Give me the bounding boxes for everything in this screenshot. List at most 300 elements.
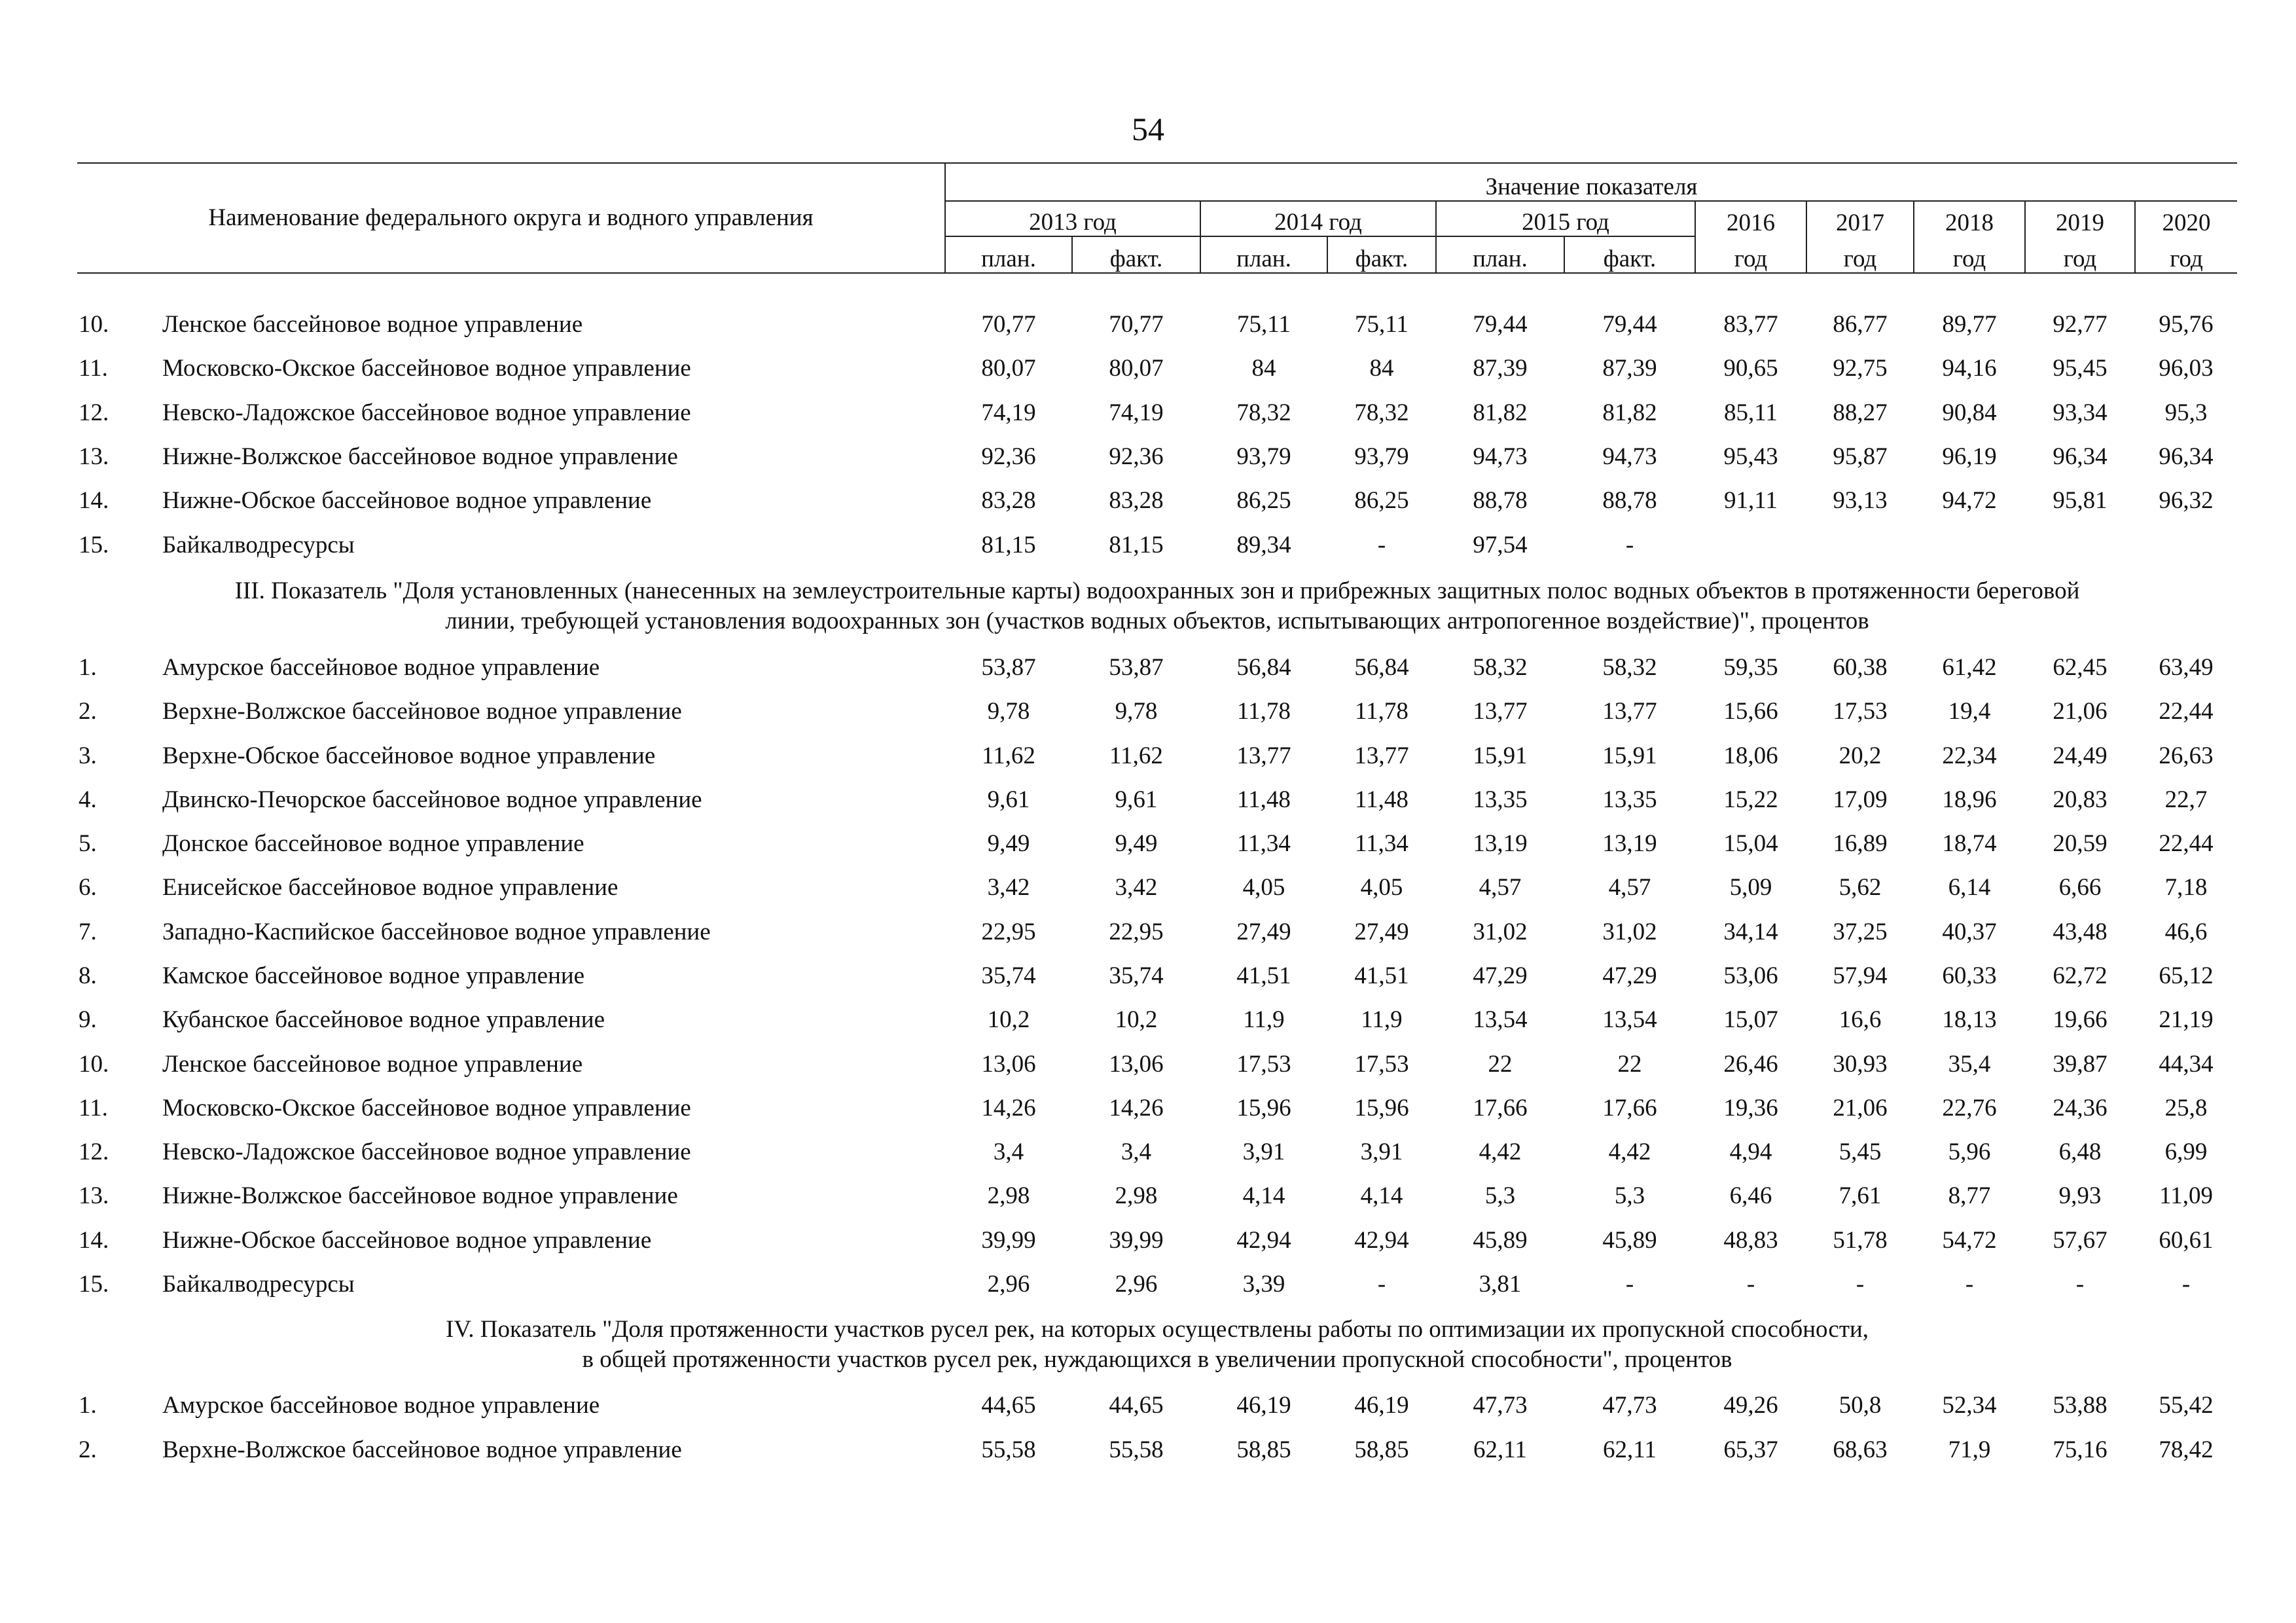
value-cell: 26,63 [2159, 742, 2214, 769]
value-cell: 15,91 [1602, 742, 1657, 769]
value-cell: 13,54 [1473, 1006, 1528, 1034]
row-number: 15. [79, 1271, 109, 1298]
value-cell: 21,19 [2159, 1006, 2214, 1034]
value-cell [1806, 522, 1914, 566]
value-cell: 62,72 [2053, 962, 2108, 989]
value-cell: - [1377, 531, 1386, 558]
row-number: 5. [79, 830, 97, 858]
value-cell: 9,93 [2058, 1182, 2102, 1210]
value-cell: 25,8 [2164, 1094, 2208, 1122]
value-cell: 13,35 [1602, 786, 1657, 813]
table-row [77, 1262, 2237, 1306]
value-cell: 47,29 [1473, 962, 1528, 989]
value-cell: 10,2 [987, 1006, 1030, 1034]
value-cell: 68,63 [1833, 1436, 1888, 1463]
value-cell: 93,79 [1354, 443, 1409, 471]
row-number: 1. [79, 1392, 97, 1419]
value-cell: 15,04 [1723, 830, 1778, 858]
table-row [77, 435, 2237, 479]
value-cell: 9,78 [987, 698, 1030, 725]
value-cell: 4,05 [1360, 874, 1403, 902]
table-row [77, 954, 2237, 998]
value-cell: 15,22 [1723, 786, 1778, 813]
value-cell: 4,57 [1479, 874, 1522, 902]
value-cell: 22,34 [1942, 742, 1997, 769]
row-number: 9. [79, 1006, 97, 1034]
value-cell: 22,95 [1109, 918, 1164, 945]
value-cell: 93,79 [1236, 443, 1291, 471]
value-cell: 11,9 [1361, 1006, 1403, 1034]
year-header-2019: 2019 [2025, 201, 2135, 236]
value-cell: 74,19 [1109, 399, 1164, 426]
section-title-line: линии, требующей установления водоохранных зон (участков водных объектов, испытывающих антропогенное воздействие)", процентов [445, 607, 1869, 634]
value-cell: 57,67 [2053, 1226, 2108, 1254]
value-cell: 80,07 [981, 355, 1036, 382]
value-cell: 21,06 [2053, 698, 2108, 725]
value-cell: 59,35 [1723, 653, 1778, 681]
value-cell: - [1625, 1271, 1634, 1298]
section-title-line: III. Показатель "Доля установленных (нанесенных на землеустроительные карты) водоохранных зон и прибрежных защитных полос водных объектов в протяженности береговой [234, 577, 2080, 604]
value-cell: 44,34 [2159, 1050, 2214, 1078]
value-cell: 13,06 [1109, 1050, 1164, 1078]
value-cell: 3,42 [987, 874, 1030, 902]
value-cell: 45,89 [1473, 1226, 1528, 1254]
value-cell: 83,28 [1109, 487, 1164, 515]
value-cell: 46,19 [1354, 1392, 1409, 1419]
row-number: 11. [79, 1094, 108, 1122]
value-cell: 17,53 [1236, 1050, 1291, 1078]
indicator-table [77, 162, 2237, 1472]
value-cell: 13,19 [1602, 830, 1657, 858]
row-name: Нижне-Обское бассейновое водное управление [162, 1226, 652, 1254]
value-cell: 74,19 [981, 399, 1036, 426]
value-cell: 5,3 [1614, 1182, 1645, 1210]
row-number: 2. [79, 1436, 97, 1463]
value-cell: 93,13 [1833, 487, 1888, 515]
row-number: 13. [79, 443, 109, 471]
value-cell: 87,39 [1602, 355, 1657, 382]
value-cell: 17,53 [1354, 1050, 1409, 1078]
value-cell: 40,37 [1942, 918, 1997, 945]
value-cell: 97,54 [1473, 531, 1528, 558]
table-row [77, 1428, 2237, 1472]
value-cell: 44,65 [981, 1392, 1036, 1419]
value-cell: 27,49 [1354, 918, 1409, 945]
subheader-god-2020: год [2135, 236, 2237, 273]
value-cell: 11,34 [1355, 830, 1408, 858]
value-cell: 15,07 [1723, 1006, 1778, 1034]
value-cell: 16,89 [1833, 830, 1888, 858]
value-cell: 83,77 [1723, 311, 1778, 338]
value-cell: 5,3 [1484, 1182, 1516, 1210]
value-cell: 89,34 [1236, 531, 1291, 558]
value-cell: 75,11 [1237, 311, 1291, 338]
value-cell [2135, 522, 2237, 566]
value-cell: 35,74 [981, 962, 1036, 989]
value-cell: 18,06 [1723, 742, 1778, 769]
value-cell: 4,14 [1242, 1182, 1285, 1210]
value-cell: 58,32 [1473, 653, 1528, 681]
value-cell: 70,77 [981, 311, 1036, 338]
value-cell: 39,99 [981, 1226, 1036, 1254]
value-cell: 43,48 [2053, 918, 2108, 945]
value-cell: 81,15 [981, 531, 1036, 558]
row-number: 14. [79, 487, 109, 515]
value-cell: 47,73 [1473, 1392, 1528, 1419]
value-cell: 4,42 [1479, 1139, 1522, 1166]
value-cell: 9,61 [987, 786, 1030, 813]
value-cell: 96,03 [2159, 355, 2214, 382]
row-name: Нижне-Обское бассейновое водное управление [162, 487, 652, 515]
value-cell: 81,82 [1602, 399, 1657, 426]
value-cell: 3,4 [993, 1139, 1024, 1166]
value-cell: 21,06 [1833, 1094, 1888, 1122]
table-row [77, 522, 2237, 566]
subheader-fact-2013: факт. [1072, 236, 1200, 273]
row-number: 3. [79, 742, 97, 769]
value-cell: 79,44 [1473, 311, 1528, 338]
value-cell: 11,78 [1237, 698, 1291, 725]
table-header [77, 163, 2237, 273]
value-cell: 11,9 [1243, 1006, 1285, 1034]
value-cell: 75,11 [1355, 311, 1408, 338]
value-cell: 88,78 [1602, 487, 1657, 515]
value-cell: 92,77 [2053, 311, 2108, 338]
table-row [77, 866, 2237, 909]
row-name: Двинско-Печорское бассейновое водное управление [162, 786, 702, 813]
value-cell: 45,89 [1602, 1226, 1657, 1254]
value-cell: 54,72 [1942, 1226, 1997, 1254]
row-name: Камское бассейновое водное управление [162, 962, 585, 989]
value-cell: 13,77 [1354, 742, 1409, 769]
value-cell: 4,94 [1729, 1139, 1772, 1166]
value-cell: 6,66 [2058, 874, 2102, 902]
table-row [77, 1174, 2237, 1218]
value-cell: 30,93 [1833, 1050, 1888, 1078]
value-cell: 22,76 [1942, 1094, 1997, 1122]
value-cell: 94,73 [1473, 443, 1528, 471]
value-cell: 13,77 [1473, 698, 1528, 725]
row-name: Донское бассейновое водное управление [162, 830, 584, 858]
value-cell: 96,34 [2053, 443, 2108, 471]
value-cell: 96,19 [1942, 443, 1997, 471]
value-cell: 5,96 [1948, 1139, 1991, 1166]
row-number: 11. [79, 355, 108, 382]
value-cell: 58,32 [1602, 653, 1657, 681]
value-cell: 17,09 [1833, 786, 1888, 813]
value-cell [1695, 522, 1806, 566]
row-number: 6. [79, 874, 97, 902]
value-cell: 55,58 [981, 1436, 1036, 1463]
value-cell: 84 [1251, 355, 1276, 382]
year-header-2018: 2018 [1914, 201, 2025, 236]
value-cell: 81,15 [1109, 531, 1164, 558]
value-cell: 6,14 [1948, 874, 1991, 902]
value-cell: 91,11 [1724, 487, 1778, 515]
value-cell: 65,37 [1723, 1436, 1778, 1463]
table-row [77, 1042, 2237, 1085]
year-header-2013: 2013 год [945, 201, 1200, 236]
value-cell: 65,12 [2159, 962, 2214, 989]
value-cell: 15,96 [1354, 1094, 1409, 1122]
value-cell: 52,34 [1942, 1392, 1997, 1419]
value-cell: 95,43 [1723, 443, 1778, 471]
value-cell: 6,99 [2164, 1139, 2208, 1166]
value-cell: 80,07 [1109, 355, 1164, 382]
row-name: Енисейское бассейновое водное управление [162, 874, 619, 902]
value-cell: 4,14 [1360, 1182, 1403, 1210]
value-cell: 95,3 [2164, 399, 2208, 426]
value-cell: 46,6 [2164, 918, 2208, 945]
value-cell: 88,78 [1473, 487, 1528, 515]
value-cell: 14,26 [981, 1094, 1036, 1122]
value-cell: 11,34 [1237, 830, 1291, 858]
value-cell: 71,9 [1948, 1436, 1991, 1463]
value-cell: 34,14 [1723, 918, 1778, 945]
value-cell: 11,78 [1355, 698, 1408, 725]
value-cell: 2,98 [987, 1182, 1030, 1210]
table-row [77, 1218, 2237, 1262]
value-cell: 22,44 [2159, 830, 2214, 858]
subheader-god-2019: год [2025, 236, 2135, 273]
name-column-header: Наименование федерального округа и водного управления [77, 163, 945, 273]
row-name: Кубанское бассейновое водное управление [162, 1006, 605, 1034]
value-cell: 11,62 [982, 742, 1035, 769]
value-cell: 17,66 [1473, 1094, 1528, 1122]
value-cell: 81,82 [1473, 399, 1528, 426]
row-name: Ленское бассейновое водное управление [162, 311, 583, 338]
value-cell: 13,19 [1473, 830, 1528, 858]
value-cell: 42,94 [1236, 1226, 1291, 1254]
value-cell: 86,25 [1354, 487, 1409, 515]
value-cell: 18,96 [1942, 786, 1997, 813]
value-cell: 62,11 [1473, 1436, 1527, 1463]
subheader-plan-2015: план. [1436, 236, 1564, 273]
value-cell: 4,05 [1242, 874, 1285, 902]
row-number: 10. [79, 311, 109, 338]
row-name: Западно-Каспийское бассейновое водное управление [162, 918, 711, 945]
row-name: Байкалводресурсы [162, 531, 355, 558]
value-cell: 17,53 [1833, 698, 1888, 725]
value-cell: 2,96 [987, 1271, 1030, 1298]
value-cell: 47,29 [1602, 962, 1657, 989]
section-title-row [77, 1306, 2237, 1383]
value-cell: 18,74 [1942, 830, 1997, 858]
value-cell: - [2075, 1271, 2085, 1298]
value-cell: 9,49 [987, 830, 1030, 858]
value-cell: 22,7 [2164, 786, 2208, 813]
value-cell: 95,87 [1833, 443, 1888, 471]
value-cell: 18,13 [1942, 1006, 1997, 1034]
value-cell: 15,66 [1723, 698, 1778, 725]
value-cell: 13,06 [981, 1050, 1036, 1078]
value-cell: 5,09 [1729, 874, 1772, 902]
value-cell: 60,61 [2159, 1226, 2214, 1254]
value-cell: 92,36 [1109, 443, 1164, 471]
row-number: 2. [79, 698, 97, 725]
value-cell: 8,77 [1948, 1182, 1991, 1210]
value-cell: 7,61 [1839, 1182, 1882, 1210]
value-cell: 78,32 [1236, 399, 1291, 426]
row-name: Верхне-Волжское бассейновое водное управление [162, 1436, 682, 1463]
value-cell: 31,02 [1473, 918, 1528, 945]
row-number: 15. [79, 531, 109, 558]
value-cell: 6,48 [2058, 1139, 2102, 1166]
value-cell: 94,16 [1942, 355, 1997, 382]
value-cell: 11,62 [1109, 742, 1163, 769]
table-row [77, 910, 2237, 954]
value-cell: 24,36 [2053, 1094, 2108, 1122]
value-cell: 2,98 [1115, 1182, 1158, 1210]
value-cell: 48,83 [1723, 1226, 1778, 1254]
value-cell: 22 [1488, 1050, 1513, 1078]
value-cell: 41,51 [1354, 962, 1409, 989]
value-cell: - [1746, 1271, 1755, 1298]
value-cell: 58,85 [1236, 1436, 1291, 1463]
value-cell: 78,32 [1354, 399, 1409, 426]
value-cell: - [1965, 1271, 1974, 1298]
value-cell: 88,27 [1833, 399, 1888, 426]
subheader-god-2018: год [1914, 236, 2025, 273]
value-cell: 53,06 [1723, 962, 1778, 989]
row-name: Амурское бассейновое водное управление [162, 653, 600, 681]
value-cell: 20,83 [2053, 786, 2108, 813]
value-cell: 86,77 [1833, 311, 1888, 338]
value-cell: 96,32 [2159, 487, 2214, 515]
row-name: Московско-Окское бассейновое водное управление [162, 355, 691, 382]
table-row [77, 689, 2237, 733]
section-title-line: IV. Показатель "Доля протяженности участков русел рек, на которых осуществлены работы по оптимизации их пропускной способности, [445, 1316, 1869, 1343]
table-row [77, 346, 2237, 390]
value-cell: 3,4 [1121, 1139, 1152, 1166]
value-cell: 14,26 [1109, 1094, 1164, 1122]
row-number: 12. [79, 1139, 109, 1166]
section-title-row [77, 567, 2237, 646]
value-cell: 13,54 [1602, 1006, 1657, 1034]
row-name: Невско-Ладожское бассейновое водное управление [162, 1139, 691, 1166]
value-cell: 56,84 [1354, 653, 1409, 681]
value-cell: 39,87 [2053, 1050, 2108, 1078]
table-row [77, 822, 2237, 866]
value-cell: 44,65 [1109, 1392, 1164, 1419]
value-cell: 37,25 [1833, 918, 1888, 945]
row-number: 10. [79, 1050, 109, 1078]
value-cell: 11,48 [1237, 786, 1291, 813]
row-number: 1. [79, 653, 97, 681]
value-cell [2025, 522, 2135, 566]
year-header-2017: 2017 [1806, 201, 1914, 236]
value-cell: 41,51 [1236, 962, 1291, 989]
value-cell: 11,48 [1355, 786, 1408, 813]
value-cell: 10,2 [1115, 1006, 1158, 1034]
value-cell: 13,77 [1236, 742, 1291, 769]
value-cell: 16,6 [1839, 1006, 1882, 1034]
value-cell: - [1377, 1271, 1386, 1298]
value-cell: 15,91 [1473, 742, 1528, 769]
value-cell: 13,77 [1602, 698, 1657, 725]
value-cell: 9,61 [1115, 786, 1158, 813]
year-header-2014: 2014 год [1200, 201, 1436, 236]
subheader-god-2016: год [1695, 236, 1806, 273]
value-cell: 42,94 [1354, 1226, 1409, 1254]
section-title [77, 1306, 2237, 1383]
value-cell: 5,62 [1839, 874, 1882, 902]
row-number: 14. [79, 1226, 109, 1254]
value-cell: 20,59 [2053, 830, 2108, 858]
table-row [77, 998, 2237, 1042]
value-cell: 39,99 [1109, 1226, 1164, 1254]
value-cell: 4,57 [1608, 874, 1651, 902]
row-number: 13. [79, 1182, 109, 1210]
value-cell: 35,4 [1948, 1050, 1991, 1078]
row-number: 4. [79, 786, 97, 813]
value-cell: 24,49 [2053, 742, 2108, 769]
row-name: Невско-Ладожское бассейновое водное управление [162, 399, 691, 426]
row-name: Амурское бассейновое водное управление [162, 1392, 600, 1419]
table-row [77, 733, 2237, 777]
value-cell: 3,91 [1242, 1139, 1285, 1166]
table-row [77, 1383, 2237, 1427]
year-header-2015: 2015 год [1436, 201, 1695, 236]
table-row [77, 1130, 2237, 1174]
value-cell: 84 [1369, 355, 1394, 382]
value-cell: 26,46 [1723, 1050, 1778, 1078]
value-cell: 22,95 [981, 918, 1036, 945]
value-cell: 83,28 [981, 487, 1036, 515]
value-cell: 86,25 [1236, 487, 1291, 515]
row-number: 7. [79, 918, 97, 945]
value-cell: 57,94 [1833, 962, 1888, 989]
value-cell: 92,75 [1833, 355, 1888, 382]
value-cell: 6,46 [1729, 1182, 1772, 1210]
value-cell: 62,45 [2053, 653, 2108, 681]
value-cell: 22,44 [2159, 698, 2214, 725]
row-name: Нижне-Волжское бассейновое водное управление [162, 1182, 678, 1210]
table-row [77, 1086, 2237, 1130]
value-cell: 94,73 [1602, 443, 1657, 471]
value-cell: 93,34 [2053, 399, 2108, 426]
value-cell: 56,84 [1236, 653, 1291, 681]
section-title [77, 567, 2237, 646]
value-cell: 53,87 [981, 653, 1036, 681]
value-cell: 58,85 [1354, 1436, 1409, 1463]
row-number: 12. [79, 399, 109, 426]
value-cell: 3,81 [1479, 1271, 1522, 1298]
value-cell: 90,84 [1942, 399, 1997, 426]
page-number: 54 [1132, 111, 1164, 147]
value-cell: 27,49 [1236, 918, 1291, 945]
subheader-plan-2013: план. [945, 236, 1072, 273]
value-cell: 50,8 [1839, 1392, 1882, 1419]
value-cell: 79,44 [1602, 311, 1657, 338]
value-cell: 15,96 [1236, 1094, 1291, 1122]
value-cell: 3,42 [1115, 874, 1158, 902]
value-cell: - [2181, 1271, 2191, 1298]
value-cell: 95,76 [2159, 311, 2214, 338]
value-cell: 4,42 [1608, 1139, 1651, 1166]
value-cell: 87,39 [1473, 355, 1528, 382]
row-name: Верхне-Обское бассейновое водное управление [162, 742, 656, 769]
value-cell: 22 [1617, 1050, 1642, 1078]
value-cell: 60,38 [1833, 653, 1888, 681]
value-cell: 95,81 [2053, 487, 2108, 515]
value-cell: 62,11 [1603, 1436, 1657, 1463]
value-cell: 53,88 [2053, 1392, 2108, 1419]
value-cell: 31,02 [1602, 918, 1657, 945]
value-cell: 7,18 [2164, 874, 2208, 902]
value-cell: 5,45 [1839, 1139, 1882, 1166]
value-cell [1914, 522, 2025, 566]
